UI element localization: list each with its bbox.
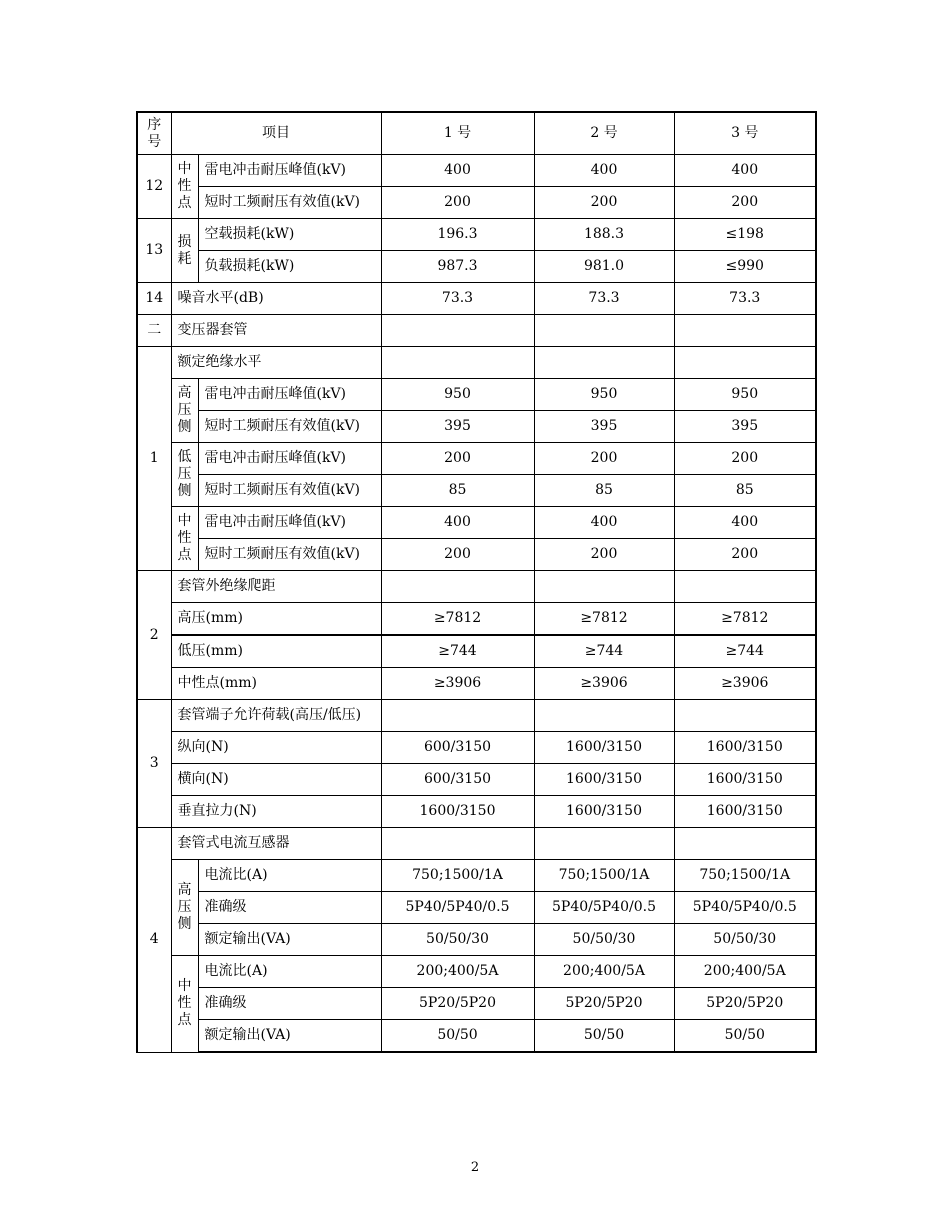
cell-empty (381, 828, 534, 860)
cell-value: 950 (534, 379, 674, 411)
table-row (137, 411, 816, 443)
cell-value: ≥3906 (534, 668, 674, 700)
table-row (137, 507, 816, 539)
cell-empty (534, 347, 674, 379)
cell-value: 73.3 (674, 283, 816, 315)
table-row (137, 732, 816, 764)
cell-empty (381, 700, 534, 732)
table-row (137, 668, 816, 700)
row-group: 损耗 (171, 219, 198, 283)
cell-value: 73.3 (381, 283, 534, 315)
row-title: 套管式电流互感器 (171, 828, 381, 860)
table-row (137, 155, 816, 187)
row-label: 准确级 (198, 988, 381, 1020)
row-group: 中性点 (171, 507, 198, 571)
row-group: 中性点 (171, 155, 198, 219)
spec-table (136, 111, 817, 1053)
cell-value: 188.3 (534, 219, 674, 251)
cell-value: 85 (381, 475, 534, 507)
cell-value: 200 (381, 443, 534, 475)
row-seq: 3 (137, 700, 171, 828)
row-title: 套管端子允许荷载(高压/低压) (171, 700, 381, 732)
row-label: 短时工频耐压有效值(kV) (198, 475, 381, 507)
cell-value: 1600/3150 (674, 732, 816, 764)
cell-empty (674, 347, 816, 379)
row-label: 准确级 (198, 892, 381, 924)
table-row (137, 347, 816, 379)
header-row (137, 112, 816, 155)
cell-value: ≥3906 (381, 668, 534, 700)
row-group: 高压侧 (171, 860, 198, 956)
cell-value: 600/3150 (381, 764, 534, 796)
header-col1: 1 号 (381, 112, 534, 155)
table-row (137, 796, 816, 828)
cell-value: ≥7812 (674, 603, 816, 636)
row-label: 负载损耗(kW) (198, 251, 381, 283)
row-label: 电流比(A) (198, 956, 381, 988)
row-label: 垂直拉力(N) (171, 796, 381, 828)
table-row (137, 379, 816, 411)
cell-value: 50/50/30 (534, 924, 674, 956)
cell-value: 400 (534, 507, 674, 539)
row-label: 高压(mm) (171, 603, 381, 636)
cell-value: 5P40/5P40/0.5 (534, 892, 674, 924)
table-row (137, 924, 816, 956)
cell-value: 950 (674, 379, 816, 411)
table-row (137, 635, 816, 668)
row-label: 纵向(N) (171, 732, 381, 764)
table-row (137, 283, 816, 315)
section-title: 变压器套管 (171, 315, 381, 347)
table-row (137, 571, 816, 603)
table-row (137, 475, 816, 507)
row-group: 高压侧 (171, 379, 198, 443)
cell-value: 987.3 (381, 251, 534, 283)
header-col2: 2 号 (534, 112, 674, 155)
cell-value: 5P20/5P20 (534, 988, 674, 1020)
table-row (137, 603, 816, 636)
cell-value: ≥7812 (381, 603, 534, 636)
cell-empty (674, 571, 816, 603)
cell-value: 750;1500/1A (381, 860, 534, 892)
cell-value: 200 (534, 443, 674, 475)
row-seq: 二 (137, 315, 171, 347)
cell-value: 395 (674, 411, 816, 443)
table-row (137, 539, 816, 571)
table-row (137, 892, 816, 924)
cell-value: 85 (534, 475, 674, 507)
cell-value: 73.3 (534, 283, 674, 315)
cell-value: 85 (674, 475, 816, 507)
cell-value: 200 (674, 443, 816, 475)
cell-value: 400 (381, 155, 534, 187)
cell-value: ≥7812 (534, 603, 674, 636)
table-row (137, 1020, 816, 1053)
cell-value: 1600/3150 (674, 764, 816, 796)
table-row (137, 187, 816, 219)
cell-value: 1600/3150 (534, 764, 674, 796)
page-number: 2 (470, 1160, 480, 1175)
table-row (137, 956, 816, 988)
cell-empty (381, 347, 534, 379)
cell-value: 200;400/5A (534, 956, 674, 988)
row-label: 低压(mm) (171, 635, 381, 668)
cell-empty (674, 828, 816, 860)
row-group: 低压侧 (171, 443, 198, 507)
cell-empty (534, 571, 674, 603)
row-title: 额定绝缘水平 (171, 347, 381, 379)
cell-value: 200;400/5A (674, 956, 816, 988)
cell-empty (534, 315, 674, 347)
cell-value: 200 (381, 539, 534, 571)
cell-value: 196.3 (381, 219, 534, 251)
row-label: 雷电冲击耐压峰值(kV) (198, 443, 381, 475)
table-row (137, 443, 816, 475)
row-label: 短时工频耐压有效值(kV) (198, 539, 381, 571)
table-row (137, 251, 816, 283)
cell-empty (381, 571, 534, 603)
cell-value: 1600/3150 (534, 796, 674, 828)
cell-value: 400 (381, 507, 534, 539)
cell-value: 200 (534, 187, 674, 219)
table-row (137, 219, 816, 251)
row-title: 套管外绝缘爬距 (171, 571, 381, 603)
section-row (137, 315, 816, 347)
cell-value: ≤990 (674, 251, 816, 283)
cell-value: 5P20/5P20 (674, 988, 816, 1020)
row-label: 雷电冲击耐压峰值(kV) (198, 379, 381, 411)
cell-value: 5P20/5P20 (381, 988, 534, 1020)
cell-value: 200;400/5A (381, 956, 534, 988)
cell-empty (381, 315, 534, 347)
header-seq: 序号 (137, 112, 171, 155)
cell-empty (534, 828, 674, 860)
row-label: 空载损耗(kW) (198, 219, 381, 251)
cell-value: 200 (534, 539, 674, 571)
row-group: 中性点 (171, 956, 198, 1053)
cell-value: 750;1500/1A (534, 860, 674, 892)
cell-empty (674, 315, 816, 347)
row-label: 电流比(A) (198, 860, 381, 892)
cell-value: 400 (674, 507, 816, 539)
row-label: 额定输出(VA) (198, 924, 381, 956)
row-seq: 14 (137, 283, 171, 315)
header-item: 项目 (171, 112, 381, 155)
cell-value: 50/50/30 (381, 924, 534, 956)
row-label: 短时工频耐压有效值(kV) (198, 187, 381, 219)
cell-value: 50/50 (534, 1020, 674, 1053)
cell-value: ≥744 (534, 635, 674, 668)
cell-value: 395 (534, 411, 674, 443)
row-label: 额定输出(VA) (198, 1020, 381, 1053)
row-label: 中性点(mm) (171, 668, 381, 700)
cell-value: 200 (381, 187, 534, 219)
table-row (137, 860, 816, 892)
cell-value: 400 (534, 155, 674, 187)
table-row (137, 764, 816, 796)
table-row (137, 988, 816, 1020)
cell-value: 1600/3150 (674, 796, 816, 828)
cell-value: ≥744 (674, 635, 816, 668)
cell-value: 50/50/30 (674, 924, 816, 956)
cell-value: 1600/3150 (381, 796, 534, 828)
row-seq: 13 (137, 219, 171, 283)
cell-value: 600/3150 (381, 732, 534, 764)
cell-value: 981.0 (534, 251, 674, 283)
table-row (137, 828, 816, 860)
cell-value: 395 (381, 411, 534, 443)
cell-value: 50/50 (381, 1020, 534, 1053)
row-label: 雷电冲击耐压峰值(kV) (198, 507, 381, 539)
row-seq: 1 (137, 347, 171, 571)
row-seq: 12 (137, 155, 171, 219)
cell-value: 950 (381, 379, 534, 411)
cell-value: 750;1500/1A (674, 860, 816, 892)
cell-value: 400 (674, 155, 816, 187)
row-label: 横向(N) (171, 764, 381, 796)
cell-value: 200 (674, 187, 816, 219)
cell-empty (534, 700, 674, 732)
cell-value: ≥744 (381, 635, 534, 668)
cell-value: 200 (674, 539, 816, 571)
cell-empty (674, 700, 816, 732)
cell-value: 1600/3150 (534, 732, 674, 764)
cell-value: 5P40/5P40/0.5 (381, 892, 534, 924)
header-col3: 3 号 (674, 112, 816, 155)
row-seq: 4 (137, 828, 171, 1053)
row-label: 噪音水平(dB) (171, 283, 381, 315)
cell-value: 5P40/5P40/0.5 (674, 892, 816, 924)
cell-value: ≥3906 (674, 668, 816, 700)
table-row (137, 700, 816, 732)
row-label: 短时工频耐压有效值(kV) (198, 411, 381, 443)
row-seq: 2 (137, 571, 171, 700)
row-label: 雷电冲击耐压峰值(kV) (198, 155, 381, 187)
cell-value: 50/50 (674, 1020, 816, 1053)
cell-value: ≤198 (674, 219, 816, 251)
